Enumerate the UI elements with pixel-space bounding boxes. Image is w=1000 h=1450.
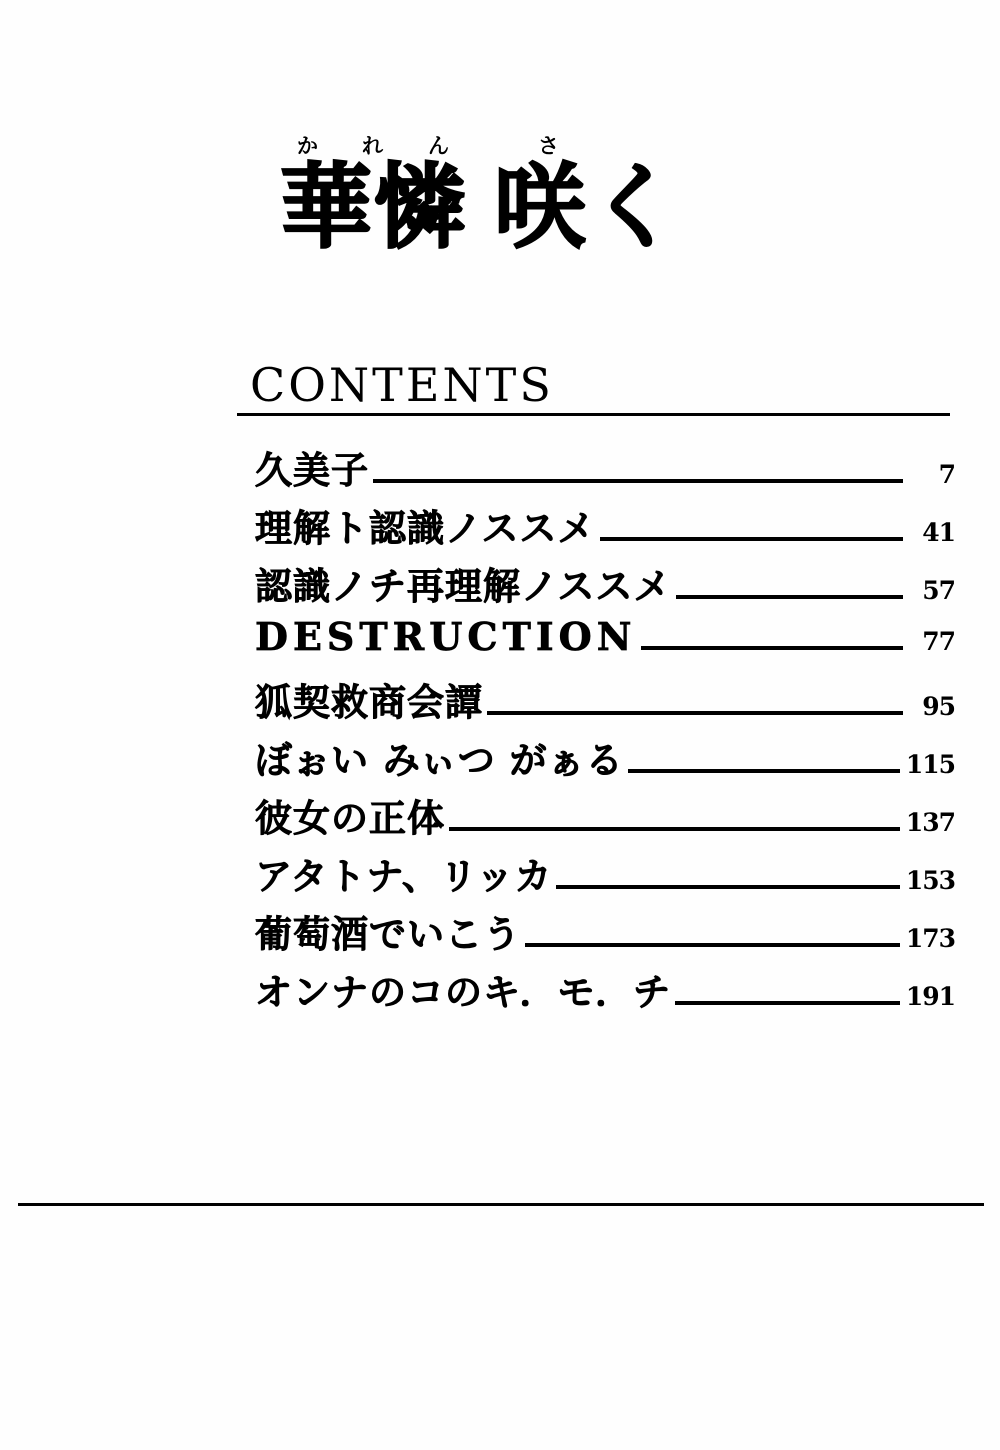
title-ruby-row	[280, 130, 840, 162]
contents-heading: CONTENTS	[250, 358, 554, 412]
toc-leader-line	[556, 885, 899, 889]
toc-entry[interactable]	[255, 556, 955, 614]
toc-entry-title: 狐契救商会譚	[255, 681, 483, 724]
book-title-part-2: 咲く	[494, 154, 683, 261]
toc-entry-page: 191	[905, 982, 955, 1011]
toc-entry-page: 41	[922, 518, 955, 547]
toc-entry[interactable]	[255, 498, 955, 556]
toc-entry-page: 115	[905, 750, 955, 779]
toc-entry-page: 57	[922, 576, 955, 605]
toc-entry-page: 173	[905, 924, 955, 953]
toc-entry-title: アタトナ、リッカ	[255, 855, 553, 898]
toc-entry-title: DESTRUCTION	[255, 614, 637, 659]
toc-leader-line	[641, 646, 904, 650]
toc-entry[interactable]	[255, 846, 955, 904]
toc-entry-page: 7	[938, 460, 955, 489]
toc-entry-title: 葡萄酒でいこう	[255, 913, 521, 956]
ruby-char-2: れ	[362, 134, 383, 158]
book-title	[280, 154, 840, 261]
toc-entry-page: 77	[922, 627, 955, 656]
table-of-contents	[255, 440, 955, 1020]
ruby-char-3: ん	[428, 134, 449, 158]
toc-entry[interactable]	[255, 788, 955, 846]
toc-entry-page: 153	[905, 866, 955, 895]
toc-leader-line	[676, 595, 903, 599]
toc-leader-line	[600, 537, 903, 541]
toc-entry[interactable]	[255, 730, 955, 788]
toc-entry-title: 彼女の正体	[255, 797, 445, 840]
toc-entry-title: 理解ト認識ノススメ	[255, 507, 596, 550]
toc-entry-title: オンナのコのキ．モ．チ	[255, 971, 672, 1014]
toc-leader-line	[675, 1001, 900, 1005]
title-block	[280, 130, 840, 261]
ruby-char-1: か	[297, 134, 318, 158]
book-title-part-1: 華憐	[280, 154, 469, 261]
toc-entry[interactable]	[255, 904, 955, 962]
toc-entry[interactable]	[255, 962, 955, 1020]
toc-entry-title: 認識ノチ再理解ノススメ	[255, 565, 672, 608]
toc-leader-line	[628, 769, 900, 773]
toc-leader-line	[449, 827, 900, 831]
toc-leader-line	[373, 479, 903, 483]
toc-entry-page: 95	[922, 692, 955, 721]
toc-entry-title: ぼぉい みぃつ がぁる	[255, 739, 624, 782]
toc-entry[interactable]	[255, 440, 955, 498]
toc-entry-page: 137	[905, 808, 955, 837]
ruby-char-4: さ	[538, 134, 559, 158]
toc-entry-title: 久美子	[255, 449, 369, 492]
toc-leader-line	[525, 943, 900, 947]
toc-entry[interactable]	[255, 672, 955, 730]
page-bottom-divider	[18, 1203, 984, 1206]
heading-divider	[237, 413, 950, 416]
toc-leader-line	[487, 711, 903, 715]
toc-entry[interactable]	[255, 614, 955, 672]
